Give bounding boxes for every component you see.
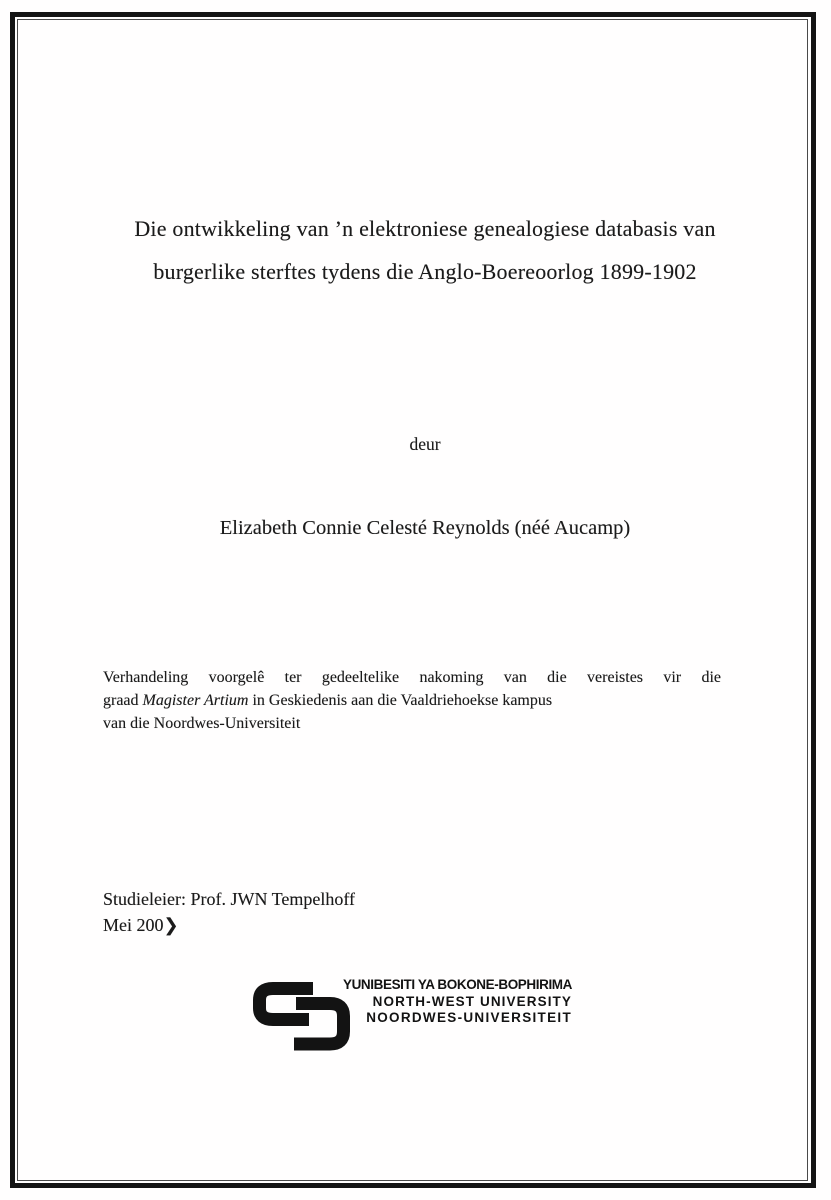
thesis-title-line-2: burgerlike sterftes tydens die Anglo-Boereoorlog 1899-1902 [153,259,697,284]
supervisor-line: Studieleier: Prof. JWN Tempelhoff [103,889,356,909]
submission-line-2 [103,689,721,712]
author-name: Elizabeth Connie Celesté Reynolds (néé Aucamp) [219,517,631,539]
logo-text-afrikaans: NOORDWES-UNIVERSITEIT [366,1010,572,1025]
submission-statement [103,666,721,735]
date-line: Mei 200❯ [103,915,179,935]
thesis-title [95,207,755,293]
university-logo [253,977,583,1055]
byline-deur: deur [409,434,441,454]
supervisor-block [103,886,355,938]
logo-text-english: NORTH-WEST UNIVERSITY [372,993,572,1009]
thesis-title-line-1: Die ontwikkeling van ’n elektroniese genealogiese databasis van [134,216,716,241]
submission-line-1: Verhandeling voorgelê ter gedeeltelike nakoming van die vereistes vir die [103,669,721,686]
submission-line-3: van die Noordwes-Universiteit [103,715,301,732]
logo-text-setswana: YUNIBESITI YA BOKONE-BOPHIRIMA [342,977,572,992]
degree-name: Magister Artium [142,692,249,709]
submission-line-2-pre: graad [103,692,143,709]
submission-line-2-post: in Geskiedenis aan die Vaaldriehoekse kampus [248,692,553,709]
university-logo-text [320,977,572,1027]
